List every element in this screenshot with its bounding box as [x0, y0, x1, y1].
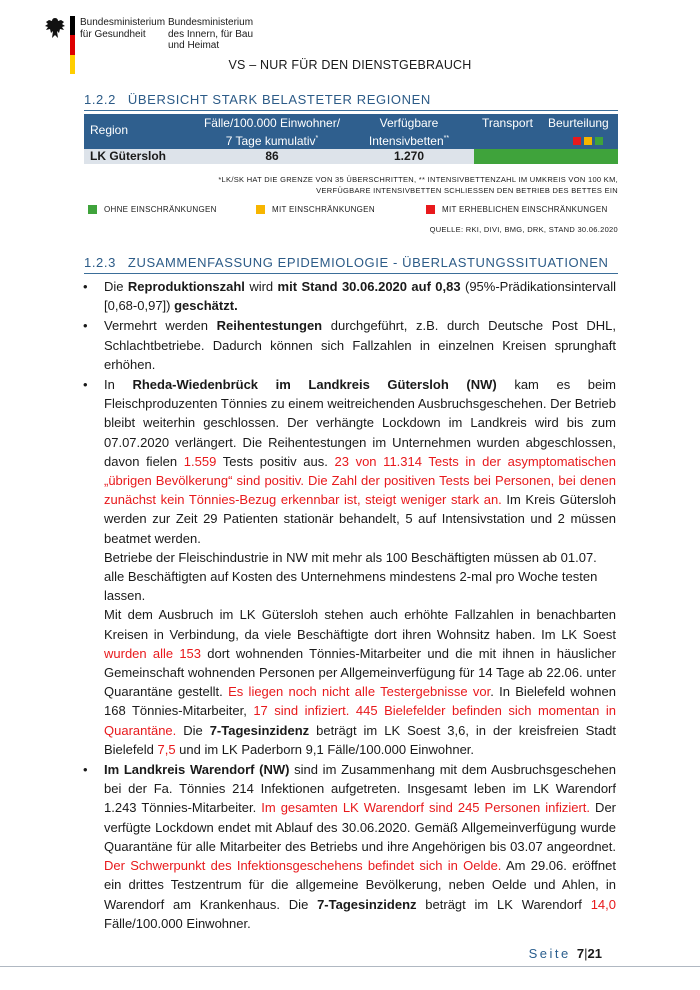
table-row: [84, 149, 618, 164]
status-red-square: [573, 137, 581, 145]
source-note: QUELLE: RKI, DIVI, BMG, DRK, STAND 30.06.2020: [429, 225, 618, 234]
cell-region: LK Gütersloh: [90, 149, 167, 163]
bullet-icon: •: [83, 762, 88, 778]
regions-table: [84, 114, 618, 164]
paragraph-fleischindustrie: Betriebe der Fleischindustrie in NW mit mehr als 100 Beschäftigten müssen ab 01.07. alle Beschäftigten auf Kosten des Unternehmens mindestens 2-mal pro Woche testen lassen.: [104, 549, 598, 604]
section-heading-1-2-3: 1.2.3 ZUSAMMENFASSUNG EPIDEMIOLOGIE - ÜBERLASTUNGSSITUATIONEN: [84, 255, 618, 274]
cell-faelle: 86: [265, 149, 279, 163]
col-beurteilung: Beurteilung: [548, 116, 609, 130]
list-item: • Die Reproduktionszahl wird mit Stand 30.06.2020 auf 0,83 (95%-Prädikationsintervall [0,68-0,97]) geschätzt.: [83, 279, 616, 314]
list-item: • Vermehrt werden Reihentestungen durchgeführt, z.B. durch Deutsche Post DHL, Schlachtbetriebe. Dadurch können sich Fallzahlen in einzelnen Kreisen sprunghaft erhöhen.: [83, 318, 616, 372]
col-intensivbetten: Verfügbare Intensivbetten**: [368, 116, 450, 148]
bullet-icon: •: [83, 279, 88, 294]
col-faelle: Fälle/100.000 Einwohner/ 7 Tage kumulativ*: [203, 116, 341, 148]
legend-red-swatch: [426, 205, 435, 214]
classification-label: VS – NUR FÜR DEN DIENSTGEBRAUCH: [228, 58, 472, 72]
legend-green-swatch: [88, 205, 97, 214]
cell-intensivbetten: 1.270: [393, 149, 425, 163]
page-number: Seite 7|21: [528, 946, 602, 961]
status-yellow-square: [584, 137, 592, 145]
legend-yellow-swatch: [256, 205, 265, 214]
ministry-health-logo-text: Bundesministerium für Gesundheit: [80, 17, 166, 40]
bullet-icon: •: [83, 318, 88, 334]
ministry-interior-logo-text: Bundesministerium des Innern, für Bau und Heimat: [168, 17, 254, 51]
summary-bullets: [83, 277, 617, 934]
list-item: • Im Landkreis Warendorf (NW) sind im Zusammenhang mit dem Ausbruchsgeschehen bei der Fa. Tönnies 214 Infektionen aufgetreten. Insgesamt leben im LK Warendorf 1.243 Tönnies-Mitarbeiter. Im gesamten LK Warendorf sind 245 Personen infiziert. Der verfügte Lockdown endet mit Ablauf des 30.06.2020. Gemäß Allgemeinverfügung wurde Quarantäne für alle Mitarbeiter des Betriebs und ihre Angehörigen bis 03.07 angeordnet. Der Schwerpunkt des Infektionsgeschehens befindet sich in Oelde. Am 29.06. eröffnet ein drittes Testzentrum für die allgemeine Bevölkerung, neben Oelde und Ahlen, in Warendorf am Krankenhaus. Die 7-Tagesinzidenz beträgt im LK Warendorf 14,0 Fälle/100.000 Einwohner.: [83, 762, 617, 931]
status-green-square: [595, 137, 603, 145]
col-transport: Transport: [482, 116, 533, 130]
bullet-icon: •: [83, 377, 88, 393]
table-footnote: *LK/SK HAT DIE GRENZE VON 35 ÜBERSCHRITTEN, ** INTENSIVBETTENZAHL IM UMKREIS VON 100 KM, VERFÜGBARE INTENSIVBETTEN SCHLIESSEN DEN BETRIEB DES BETTES EIN: [218, 175, 618, 195]
footer-divider: [0, 966, 700, 967]
section-heading-1-2-2: 1.2.2 ÜBERSICHT STARK BELASTETER REGIONEN: [84, 92, 618, 111]
legend: [88, 205, 618, 215]
federal-eagle-icon: [44, 16, 66, 42]
table-header: [84, 114, 618, 149]
list-item: • In Rheda-Wiedenbrück im Landkreis Gütersloh (NW) kam es beim Fleischproduzenten Tönnies zu einem weitreichenden Ausbruchsgeschehen. Der Betrieb bleibt weiterhin geschlossen. Der verhängte Lockdown im Landkreis wird bis zum 07.07.2020 verlängert. Die Reihentestungen im Unternehmen wurden abgeschlossen, davon fielen 1.559 Tests positiv aus. 23 von 11.314 Tests in der asymptomatischen „übrigen Bevölkerung“ sind positiv. Die Zahl der positiven Tests bei Personen, bei denen zunächst kein Tönnies-Bezug erkennbar ist, steigt weniger stark an. Im Kreis Gütersloh werden zur Zeit 29 Patienten stationär behandelt, 5 auf Intensivstation und 2 müssen beatmet werden. Betriebe der Fleischindustrie in NW mit mehr als 100 Beschäftigten müssen ab 01.07. alle Beschäftigten auf Kosten des Unternehmens mindestens 2-mal pro Woche testen lassen. Mit dem Ausbruch im LK Gütersloh stehen auch erhöhte Fallzahlen in benachbarten Kreisen in Verbindung, da viele Beschäftigte dort ihren Wohnsitz haben. Im LK Soest wurden alle 153 dort wohnenden Tönnies-Mitarbeiter und die mit ihnen in häuslicher Gemeinschaft wohnenden Personen per Allgemeinverfügung für 14 Tage ab 22.06. unter Quarantäne gestellt. Es liegen noch nicht alle Testergebnisse vor. In Bielefeld wohnen 168 Tönnies-Mitarbeiter, 17 sind infiziert. 445 Bielefelder befinden sich momentan in Quarantäne. Die 7-Tagesinzidenz beträgt im LK Soest 3,6, in der kreisfreien Stadt Bielefeld 7,5 und im LK Paderborn 9,1 Fälle/100.000 Einwohner.: [83, 377, 617, 757]
legend-yellow-label: MIT EINSCHRÄNKUNGEN: [272, 205, 375, 214]
legend-red-label: MIT ERHEBLICHEN EINSCHRÄNKUNGEN: [442, 205, 608, 214]
col-region: Region: [90, 123, 129, 137]
legend-green-label: OHNE EINSCHRÄNKUNGEN: [104, 205, 217, 214]
cell-status-green: [474, 149, 618, 164]
